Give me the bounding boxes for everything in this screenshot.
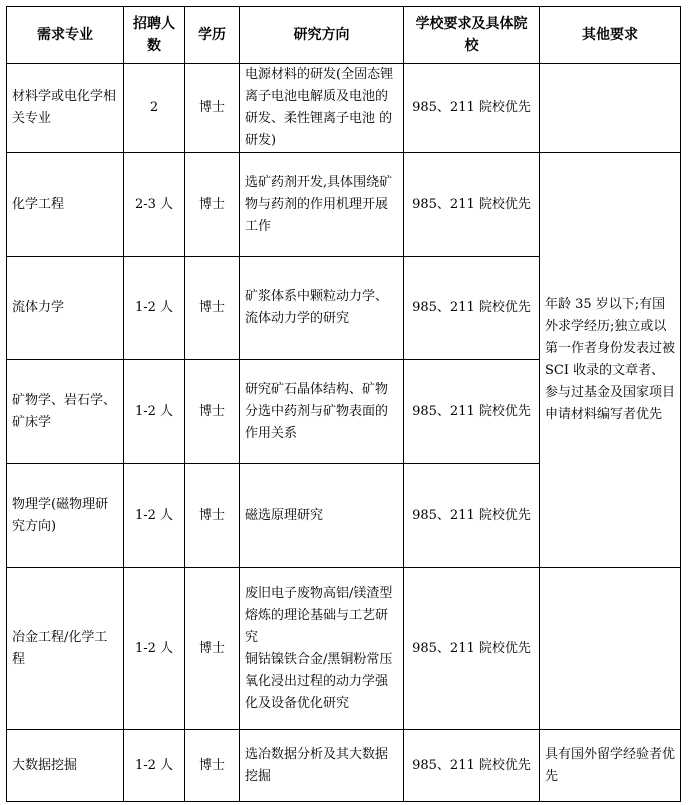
header-direction: 研究方向: [240, 7, 404, 64]
table-row: [7, 730, 681, 802]
cell-direction: [240, 568, 404, 730]
header-degree: 学历: [185, 7, 240, 64]
cell-direction: 磁选原理研究: [240, 464, 404, 568]
cell-count: 1-2 人: [124, 730, 185, 802]
table-row: [7, 153, 681, 257]
cell-count: 2-3 人: [124, 153, 185, 257]
cell-school: 985、211 院校优先: [404, 153, 540, 257]
cell-major: 大数据挖掘: [7, 730, 124, 802]
cell-direction: 选冶数据分析及其大数据挖掘: [240, 730, 404, 802]
cell-school: 985、211 院校优先: [404, 257, 540, 360]
cell-degree: 博士: [185, 64, 240, 153]
cell-major: 矿物学、岩石学、矿床学: [7, 360, 124, 464]
cell-direction: 电源材料的研发(全固态锂离子电池电解质及电池的研发、柔性锂离子电池 的研发): [240, 64, 404, 153]
header-school: 学校要求及具体院校: [404, 7, 540, 64]
cell-count: 1-2 人: [124, 464, 185, 568]
cell-school: 985、211 院校优先: [404, 464, 540, 568]
header-other: 其他要求: [540, 7, 681, 64]
cell-major: 流体力学: [7, 257, 124, 360]
cell-direction: 矿浆体系中颗粒动力学、流体动力学的研究: [240, 257, 404, 360]
cell-other-merged: 年龄 35 岁以下;有国外求学经历;独立或以第一作者身份发表过被 SCI 收录的文章者、参与过基金及国家项目申请材料编写者优先: [540, 153, 681, 568]
direction-line-2: 铜钴镍铁合金/黑铜粉常压氧化浸出过程的动力学强化及设备优化研究: [245, 651, 393, 711]
cell-major: 冶金工程/化学工程: [7, 568, 124, 730]
cell-school: 985、211 院校优先: [404, 64, 540, 153]
header-count: 招聘人数: [124, 7, 185, 64]
cell-degree: 博士: [185, 360, 240, 464]
cell-major: 材料学或电化学相关专业: [7, 64, 124, 153]
recruitment-table: [6, 6, 681, 802]
cell-degree: 博士: [185, 464, 240, 568]
cell-major: 化学工程: [7, 153, 124, 257]
header-row: [7, 7, 681, 64]
cell-count: 2: [124, 64, 185, 153]
cell-other: 具有国外留学经验者优先: [540, 730, 681, 802]
table-row: [7, 568, 681, 730]
cell-degree: 博士: [185, 153, 240, 257]
cell-degree: 博士: [185, 730, 240, 802]
cell-degree: 博士: [185, 257, 240, 360]
cell-school: 985、211 院校优先: [404, 360, 540, 464]
cell-count: 1-2 人: [124, 568, 185, 730]
cell-school: 985、211 院校优先: [404, 568, 540, 730]
cell-major: 物理学(磁物理研究方向): [7, 464, 124, 568]
cell-other-empty: [540, 568, 681, 730]
cell-degree: 博士: [185, 568, 240, 730]
cell-direction: 研究矿石晶体结构、矿物分选中药剂与矿物表面的作用关系: [240, 360, 404, 464]
cell-count: 1-2 人: [124, 257, 185, 360]
cell-school: 985、211 院校优先: [404, 730, 540, 802]
cell-direction: 选矿药剂开发,具体围绕矿物与药剂的作用机理开展工作: [240, 153, 404, 257]
cell-count: 1-2 人: [124, 360, 185, 464]
header-major: 需求专业: [7, 7, 124, 64]
cell-other-empty: [540, 64, 681, 153]
direction-line-1: 废旧电子废物高铝/镁渣型熔炼的理论基础与工艺研究: [245, 585, 393, 645]
table-row: [7, 64, 681, 153]
